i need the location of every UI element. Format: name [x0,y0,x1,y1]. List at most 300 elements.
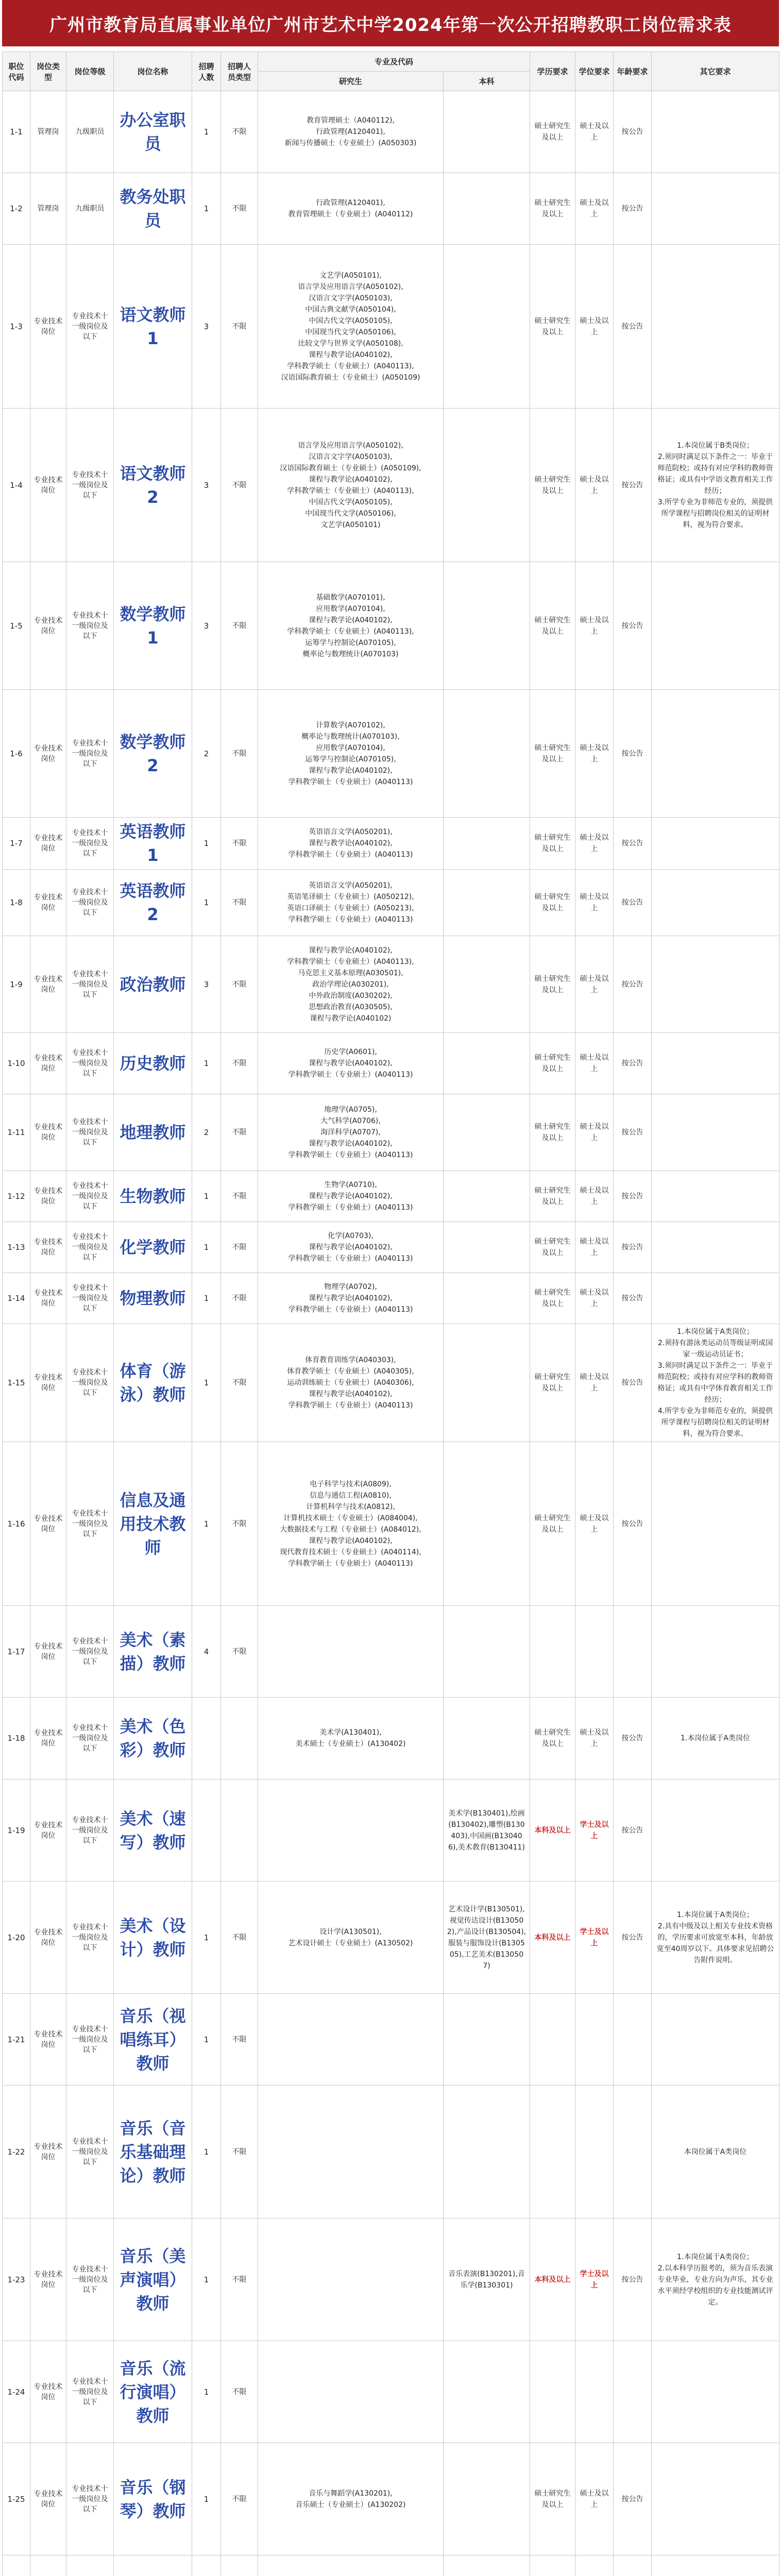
row-bach-majors [444,1273,530,1324]
row-edu: 硕士研究生及以上 [530,562,575,690]
row-degree: 学士及以上 [575,2218,614,2341]
row-nature: 不限 [221,690,258,818]
row-count: 1 [192,818,221,870]
row-type: 管理岗 [30,91,66,173]
row-grade: 专业技术十一级岗位及以下 [66,936,114,1033]
row-edu: 硕士研究生及以上 [530,1033,575,1094]
row-degree: 硕士及以上 [575,2443,614,2555]
row-grad-majors: 美术学(A130401), 美术硕士（专业硕士）(A130402) [258,1698,444,1780]
row-grad-majors: 生物学(A0710), 课程与教学论(A040102), 学科教学硕士（专业硕士）(A040113) [258,1171,444,1222]
row-age [614,2555,652,2576]
row-notes [652,1994,779,2086]
table-row [3,2218,779,2341]
row-grad-majors: 行政管理(A120401), 教育管理硕士（专业硕士）(A040112) [258,173,444,245]
row-age: 按公告 [614,690,652,818]
row-notes [652,1780,779,1882]
row-age: 按公告 [614,1324,652,1442]
row-grad-majors: 历史学(A0601), 课程与教学论(A040102), 学科教学硕士（专业硕士）(A040113) [258,1033,444,1094]
row-notes [652,91,779,173]
row-notes [652,1273,779,1324]
row-nature: 不限 [221,1033,258,1094]
row-code: 1-16 [3,1442,30,1606]
row-type: 专业技术岗位 [30,1882,66,1994]
row-bach-majors: 艺术设计学(B130501),视觉传达设计(B130502),产品设计(B130504),服装与服饰设计(B130505),工艺美术(B130507) [444,1882,530,1994]
row-grade: 专业技术十一级岗位及以下 [66,1222,114,1273]
row-bach-majors [444,1994,530,2086]
row-degree: 硕士及以上 [575,1033,614,1094]
row-edu [530,1606,575,1698]
row-code: 1-2 [3,173,30,245]
header-nature: 招聘人员类型 [221,52,258,91]
row-age: 按公告 [614,1033,652,1094]
row-nature [221,2555,258,2576]
row-edu: 硕士研究生及以上 [530,245,575,409]
row-type: 专业技术岗位 [30,1094,66,1171]
table-row [3,245,779,409]
row-grad-majors: 物理学(A0702), 课程与教学论(A040102), 学科教学硕士（专业硕士）(A040113) [258,1273,444,1324]
row-notes [652,818,779,870]
row-code: 1-17 [3,1606,30,1698]
row-bach-majors [444,2443,530,2555]
row-notes [652,870,779,936]
row-count [192,2555,221,2576]
row-code: 1-18 [3,1698,30,1780]
row-bach-majors [444,1094,530,1171]
row-bach-majors [444,690,530,818]
row-notes [652,245,779,409]
row-grad-majors [258,1994,444,2086]
row-name: 语文教师1 [114,245,192,409]
row-name: 英语教师2 [114,870,192,936]
row-grade: 专业技术十一级岗位及以下 [66,1442,114,1606]
row-age [614,2341,652,2443]
header-grade: 岗位等级 [66,52,114,91]
row-code: 1-22 [3,2086,30,2218]
row-nature: 不限 [221,1094,258,1171]
row-code: 1-10 [3,1033,30,1094]
table-row [3,1222,779,1273]
row-nature: 不限 [221,1273,258,1324]
row-count: 1 [192,870,221,936]
table-row [3,1171,779,1222]
row-bach-majors [444,409,530,562]
row-type: 专业技术岗位 [30,936,66,1033]
row-bach-majors [444,1606,530,1698]
row-count: 1 [192,1033,221,1094]
row-type: 专业技术岗位 [30,1171,66,1222]
row-age: 按公告 [614,1094,652,1171]
row-nature: 不限 [221,2218,258,2341]
table-row [3,1606,779,1698]
row-edu: 本科及以上 [530,1882,575,1994]
row-type: 专业技术岗位 [30,409,66,562]
row-count: 1 [192,2443,221,2555]
row-code: 1-25 [3,2443,30,2555]
row-bach-majors [444,2086,530,2218]
row-name: 语文教师2 [114,409,192,562]
row-grade: 专业技术十一级岗位及以下 [66,2443,114,2555]
row-bach-majors [444,1033,530,1094]
row-code: 1-21 [3,1994,30,2086]
table-row [3,2341,779,2443]
row-grad-majors: 音乐与舞蹈学(A130201), 音乐硕士（专业硕士）(A130202) [258,2443,444,2555]
row-count: 1 [192,1222,221,1273]
row-name: 政治教师 [114,936,192,1033]
header-bach: 本科 [444,72,530,91]
row-notes [652,690,779,818]
row-age: 按公告 [614,562,652,690]
row-nature [221,1780,258,1882]
row-edu: 硕士研究生及以上 [530,1222,575,1273]
row-name: 信息及通用技术教师 [114,1442,192,1606]
row-bach-majors: 美术学(B130401),绘画(B130402),雕塑(B130403),中国画(B130406),美术教育(B130411) [444,1780,530,1882]
table-row [3,562,779,690]
row-edu: 硕士研究生及以上 [530,91,575,173]
header-majors: 专业及代码 [258,52,530,72]
header-degree: 学位要求 [575,52,614,91]
row-code: 1-19 [3,1780,30,1882]
row-name: 英语教师1 [114,818,192,870]
row-degree [575,1994,614,2086]
row-count: 1 [192,1171,221,1222]
row-age: 按公告 [614,245,652,409]
row-degree: 硕士及以上 [575,870,614,936]
row-name: 音乐（视唱练耳）教师 [114,1994,192,2086]
table-row [3,1442,779,1606]
row-grade: 专业技术十一级岗位及以下 [66,1698,114,1780]
row-bach-majors [444,818,530,870]
row-code: 1-5 [3,562,30,690]
row-edu: 硕士研究生及以上 [530,1324,575,1442]
row-age [614,1994,652,2086]
row-nature [221,1698,258,1780]
row-nature: 不限 [221,1442,258,1606]
row-bach-majors [444,1324,530,1442]
row-bach-majors [444,936,530,1033]
row-age: 按公告 [614,1442,652,1606]
row-edu: 硕士研究生及以上 [530,870,575,936]
row-count [192,1698,221,1780]
row-code: 1-15 [3,1324,30,1442]
row-type: 管理岗 [30,173,66,245]
header-grad: 研究生 [258,72,444,91]
row-count [192,1780,221,1882]
row-grade: 专业技术十一级岗位及以下 [66,1273,114,1324]
header-count: 招聘人数 [192,52,221,91]
row-count: 1 [192,1442,221,1606]
row-code: 1-7 [3,818,30,870]
row-bach-majors [444,1222,530,1273]
row-nature: 不限 [221,1222,258,1273]
row-name: 美术（设计）教师 [114,1882,192,1994]
row-code: 1-9 [3,936,30,1033]
row-grade: 专业技术十一级岗位及以下 [66,1094,114,1171]
row-notes [652,936,779,1033]
row-type [30,2555,66,2576]
row-grade: 专业技术十一级岗位及以下 [66,1324,114,1442]
row-count: 3 [192,936,221,1033]
row-degree: 硕士及以上 [575,1442,614,1606]
table-row [3,690,779,818]
row-degree [575,2555,614,2576]
row-grad-majors: 地理学(A0705), 大气科学(A0706), 海洋科学(A0707), 课程与教学论(A040102), 学科教学硕士（专业硕士）(A040113) [258,1094,444,1171]
row-count: 1 [192,2218,221,2341]
row-grade: 专业技术十一级岗位及以下 [66,1171,114,1222]
row-count: 1 [192,2086,221,2218]
row-degree: 硕士及以上 [575,91,614,173]
row-count: 4 [192,1606,221,1698]
row-grad-majors [258,2341,444,2443]
row-notes: 1.本岗位属于A类岗位 [652,1698,779,1780]
row-nature: 不限 [221,173,258,245]
row-age: 按公告 [614,2443,652,2555]
row-grade: 专业技术十一级岗位及以下 [66,1033,114,1094]
row-name: 办公室职员 [114,91,192,173]
row-age: 按公告 [614,173,652,245]
row-name: 音乐（流行演唱）教师 [114,2341,192,2443]
row-notes: 1.本岗位属于B类岗位； 2.须同时满足以下条件之一：毕业于师范院校；或持有对应学科的教师资格证；或具有中学语文教育相关工作经历； 3.所学专业为非师范专业的，须提供所学课程与招聘岗位相关的证明材料，视为符合要求。 [652,409,779,562]
row-grad-majors: 基础数学(A070101), 应用数学(A070104), 课程与教学论(A040102), 学科教学硕士（专业硕士）(A040113), 运筹学与控制论(A070105), 概率论与数理统计(A070103) [258,562,444,690]
row-bach-majors [444,562,530,690]
row-edu [530,2555,575,2576]
table-row [3,1994,779,2086]
row-age: 按公告 [614,2218,652,2341]
row-code: 1-12 [3,1171,30,1222]
row-degree: 硕士及以上 [575,690,614,818]
row-code: 1-6 [3,690,30,818]
row-type: 专业技术岗位 [30,1780,66,1882]
row-age: 按公告 [614,409,652,562]
row-grad-majors: 文艺学(A050101), 语言学及应用语言学(A050102), 汉语言文字学(A050103), 中国古典文献学(A050104), 中国古代文学(A050105), 中国现当代文学(A050106), 比较文学与世界文学(A050108), 课程与教学论(A040102), 学科教学硕士（专业硕士）(A040113), 汉语国际教育硕士（专业硕士）(A050109) [258,245,444,409]
row-notes: 本岗位属于A类岗位 [652,2086,779,2218]
row-grad-majors: 课程与教学论(A040102), 学科教学硕士（专业硕士）(A040113), 马克思主义基本原理(A030501), 政治学理论(A030201), 中外政治制度(A030202), 思想政治教育(A030505), 课程与教学论(A040102) [258,936,444,1033]
row-grade: 专业技术十一级岗位及以下 [66,690,114,818]
row-degree [575,2341,614,2443]
row-code: 1-11 [3,1094,30,1171]
row-type: 专业技术岗位 [30,2218,66,2341]
row-bach-majors [444,1171,530,1222]
row-type: 专业技术岗位 [30,1606,66,1698]
row-code: 1-4 [3,409,30,562]
row-degree: 硕士及以上 [575,1273,614,1324]
row-type: 专业技术岗位 [30,2086,66,2218]
row-grade: 专业技术十一级岗位及以下 [66,1994,114,2086]
row-age [614,2086,652,2218]
row-age: 按公告 [614,870,652,936]
row-grade: 专业技术十一级岗位及以下 [66,2218,114,2341]
table-row [3,91,779,173]
row-age: 按公告 [614,1698,652,1780]
row-name: 数学教师1 [114,562,192,690]
row-name: 物理教师 [114,1273,192,1324]
table-row [3,173,779,245]
row-nature: 不限 [221,409,258,562]
row-grade: 专业技术十一级岗位及以下 [66,1606,114,1698]
row-nature: 不限 [221,2341,258,2443]
row-type: 专业技术岗位 [30,1698,66,1780]
row-code: 1-8 [3,870,30,936]
row-edu [530,2341,575,2443]
row-age: 按公告 [614,1222,652,1273]
row-count: 3 [192,562,221,690]
row-grad-majors: 英语语言文学(A050201), 英语笔译硕士（专业硕士）(A050212), 英语口译硕士（专业硕士）(A050213), 学科教学硕士（专业硕士）(A040113) [258,870,444,936]
row-edu: 硕士研究生及以上 [530,936,575,1033]
row-age: 按公告 [614,818,652,870]
row-name: 音乐（钢琴）教师 [114,2443,192,2555]
table-row [3,1780,779,1882]
row-nature: 不限 [221,1171,258,1222]
table-row [3,1094,779,1171]
row-age: 按公告 [614,91,652,173]
row-nature: 不限 [221,870,258,936]
row-count: 1 [192,1882,221,1994]
row-count: 3 [192,409,221,562]
row-notes: 1.本岗位属于A类岗位； 2.以本科学历报考的，须为音乐表演专业毕业，专业方向为声乐，其专业水平须经学校组织的专业技能测试评定。 [652,2218,779,2341]
row-age: 按公告 [614,936,652,1033]
row-grade [66,2555,114,2576]
row-name: 美术（速写）教师 [114,1780,192,1882]
row-code: 1-1 [3,91,30,173]
row-type: 专业技术岗位 [30,870,66,936]
row-degree: 硕士及以上 [575,936,614,1033]
row-name: 音乐（音乐基础理论）教师 [114,2086,192,2218]
row-notes [652,2443,779,2555]
row-degree: 硕士及以上 [575,1698,614,1780]
row-notes [652,2555,779,2576]
row-name: 历史教师 [114,1033,192,1094]
row-grade: 专业技术十一级岗位及以下 [66,2086,114,2218]
row-edu: 硕士研究生及以上 [530,1442,575,1606]
row-type: 专业技术岗位 [30,1324,66,1442]
row-name: 音乐（美声演唱）教师 [114,2218,192,2341]
row-notes [652,562,779,690]
table-row [3,2086,779,2218]
row-code: 1-23 [3,2218,30,2341]
row-nature: 不限 [221,1882,258,1994]
row-degree: 学士及以上 [575,1882,614,1994]
row-type: 专业技术岗位 [30,562,66,690]
row-edu: 硕士研究生及以上 [530,2443,575,2555]
row-degree: 硕士及以上 [575,1094,614,1171]
row-age: 按公告 [614,1171,652,1222]
row-name: 化学教师 [114,1222,192,1273]
row-code: 1-13 [3,1222,30,1273]
row-bach-majors [444,245,530,409]
row-type: 专业技术岗位 [30,1033,66,1094]
row-grad-majors [258,2086,444,2218]
row-grad-majors [258,1606,444,1698]
row-edu: 本科及以上 [530,1780,575,1882]
row-count: 1 [192,91,221,173]
row-age: 按公告 [614,1780,652,1882]
row-grad-majors [258,2555,444,2576]
row-notes [652,1606,779,1698]
row-bach-majors [444,2341,530,2443]
row-grad-majors: 电子科学与技术(A0809), 信息与通信工程(A0810), 计算机科学与技术(A0812), 计算机技术硕士（专业硕士）(A084004), 大数据技术与工程（专业硕士）(A084012), 课程与教学论(A040102), 现代教育技术硕士（专业硕士）(A040114), 学科教学硕士（专业硕士）(A040113) [258,1442,444,1606]
row-code: 1-14 [3,1273,30,1324]
table-row [3,818,779,870]
jobs-body [3,91,779,2576]
row-nature: 不限 [221,245,258,409]
row-code [3,2555,30,2576]
row-degree: 学士及以上 [575,1780,614,1882]
row-bach-majors [444,91,530,173]
table-row [3,1273,779,1324]
table-row [3,409,779,562]
table-row [3,870,779,936]
row-name [114,2555,192,2576]
row-name: 美术（色彩）教师 [114,1698,192,1780]
row-notes [652,1442,779,1606]
header-edu: 学历要求 [530,52,575,91]
row-grad-majors: 语言学及应用语言学(A050102), 汉语言文字学(A050103), 汉语国际教育硕士（专业硕士）(A050109), 课程与教学论(A040102), 学科教学硕士（专业硕士）(A040113), 中国古代文学(A050105), 中国现当代文学(A050106), 文艺学(A050101) [258,409,444,562]
row-nature: 不限 [221,1606,258,1698]
row-count: 2 [192,1094,221,1171]
row-grade: 专业技术十一级岗位及以下 [66,245,114,409]
row-grade: 专业技术十一级岗位及以下 [66,562,114,690]
row-type: 专业技术岗位 [30,818,66,870]
row-edu: 硕士研究生及以上 [530,1698,575,1780]
table-row [3,2555,779,2576]
row-nature: 不限 [221,1994,258,2086]
row-grad-majors: 体育教育训练学(A040303), 体育教学硕士（专业硕士）(A040305), 运动训练硕士（专业硕士）(A040306), 课程与教学论(A040102), 学科教学硕士（专业硕士）(A040113) [258,1324,444,1442]
row-degree [575,1606,614,1698]
row-count: 1 [192,1273,221,1324]
header-name: 岗位名称 [114,52,192,91]
row-notes [652,1171,779,1222]
table-row [3,1882,779,1994]
table-row [3,936,779,1033]
row-name: 体育（游泳）教师 [114,1324,192,1442]
row-grad-majors: 计算数学(A070102), 概率论与数理统计(A070103), 应用数学(A070104), 运筹学与控制论(A070105), 课程与教学论(A040102), 学科教学硕士（专业硕士）(A040113) [258,690,444,818]
row-code: 1-20 [3,1882,30,1994]
row-count: 3 [192,245,221,409]
row-notes [652,173,779,245]
row-degree: 硕士及以上 [575,818,614,870]
row-edu: 硕士研究生及以上 [530,173,575,245]
row-degree: 硕士及以上 [575,245,614,409]
row-edu [530,2086,575,2218]
row-count: 1 [192,1324,221,1442]
row-bach-majors: 音乐表演(B130201),音乐学(B130301) [444,2218,530,2341]
row-bach-majors [444,173,530,245]
row-type: 专业技术岗位 [30,1222,66,1273]
page-title: 广州市教育局直属事业单位广州市艺术中学2024年第一次公开招聘教职工岗位需求表 [2,0,779,46]
row-type: 专业技术岗位 [30,690,66,818]
row-edu: 硕士研究生及以上 [530,1273,575,1324]
row-notes [652,1094,779,1171]
row-code: 1-24 [3,2341,30,2443]
row-nature: 不限 [221,936,258,1033]
row-bach-majors [444,1442,530,1606]
row-edu: 硕士研究生及以上 [530,1171,575,1222]
row-nature: 不限 [221,818,258,870]
row-grade: 专业技术十一级岗位及以下 [66,1882,114,1994]
row-bach-majors [444,2555,530,2576]
row-grad-majors: 化学(A0703), 课程与教学论(A040102), 学科教学硕士（专业硕士）(A040113) [258,1222,444,1273]
row-nature: 不限 [221,91,258,173]
row-bach-majors [444,870,530,936]
row-degree: 硕士及以上 [575,409,614,562]
row-grad-majors: 英语语言文学(A050201), 课程与教学论(A040102), 学科教学硕士（专业硕士）(A040113) [258,818,444,870]
row-notes [652,2341,779,2443]
row-edu: 本科及以上 [530,2218,575,2341]
row-name: 生物教师 [114,1171,192,1222]
row-grad-majors [258,2218,444,2341]
row-type: 专业技术岗位 [30,1994,66,2086]
table-row [3,1324,779,1442]
row-degree: 硕士及以上 [575,1171,614,1222]
